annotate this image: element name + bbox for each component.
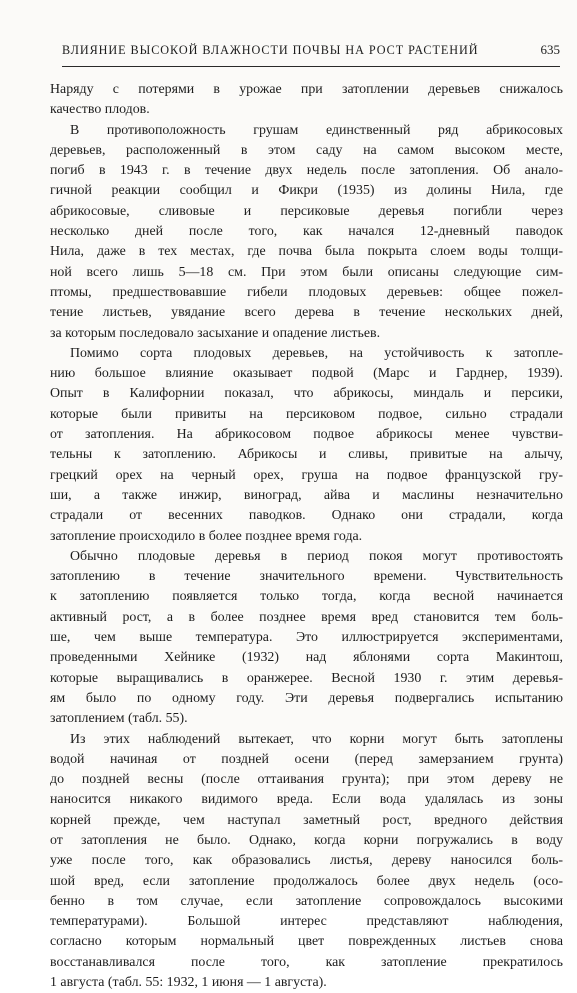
page-number: 635 (541, 42, 561, 58)
text-line: Из этих наблюдений вытекает, что корни могут быть затоплены (50, 730, 563, 750)
text-line: птомы, предшествовавшие гибели плодовых деревьев: общее пожел- (50, 283, 563, 303)
text-line: качество плодов. (50, 100, 563, 120)
text-line: ям было по одному году. Эти деревья подвергались испытанию (50, 689, 563, 709)
text-line: которые выращивались в оранжерее. Весной 1930 г. этим деревья- (50, 669, 563, 689)
paragraph (50, 344, 563, 547)
text-line: несколько дней после того, как начался 12-дневный паводок (50, 222, 563, 242)
text-line: шой вред, если затопление продолжалось более двух недель (осо- (50, 872, 563, 892)
text-line: абрикосовые, сливовые и персиковые деревья погибли через (50, 202, 563, 222)
text-line: ше, чем выше температура. Это иллюстрируется экспериментами, (50, 628, 563, 648)
text-line: Опыт в Калифорнии показал, что абрикосы, миндаль и персики, (50, 384, 563, 404)
text-line: от затопления не было. Однако, когда корни погружались в воду (50, 831, 563, 851)
text-line: деревьев, расположенный в этом саду на самом высоком месте, (50, 141, 563, 161)
text-line: страдали от весенних паводков. Однако они страдали, когда (50, 506, 563, 526)
text-line: восстанавливался после того, как затопление прекратилось (50, 953, 563, 973)
text-line: гичной реакции сообщил и Фикри (1935) из долины Нила, где (50, 181, 563, 201)
paragraph (50, 730, 563, 993)
text-line: В противоположность грушам единственный ряд абрикосовых (50, 121, 563, 141)
text-line: 1 августа (табл. 55: 1932, 1 июня — 1 августа). (50, 973, 563, 993)
text-line: бенно в том случае, если затопление сопровождалось высокими (50, 892, 563, 912)
text-line: которые были привиты на персиковом подвое, сильно страдали (50, 405, 563, 425)
paragraph (50, 80, 563, 121)
text-line: тение листьев, увядание всего дерева в течение нескольких дней, (50, 303, 563, 323)
text-line: ной всего лишь 5—18 см. При этом были описаны следующие сим- (50, 263, 563, 283)
paragraph (50, 547, 563, 730)
text-line: затоплению в течение значительного времени. Чувствительность (50, 567, 563, 587)
text-line: проведенными Хейнике (1932) над яблонями сорта Макинтош, (50, 648, 563, 668)
text-line: Наряду с потерями в урожае при затоплении деревьев снижалось (50, 80, 563, 100)
text-line: нию большое влияние оказывает подвой (Марс и Гарднер, 1939). (50, 364, 563, 384)
running-header (62, 42, 560, 67)
text-line: к затоплению появляется только тогда, когда весной начинается (50, 587, 563, 607)
body-text (50, 80, 563, 993)
text-line: грецкий орех на черный орех, груша на подвое французской гру- (50, 466, 563, 486)
text-line: Нила, даже в тех местах, где почва была покрыта слоем воды толщи- (50, 242, 563, 262)
text-line: корней прежде, чем наступал заметный рост, вредного действия (50, 811, 563, 831)
text-line: Помимо сорта плодовых деревьев, на устойчивость к затопле- (50, 344, 563, 364)
text-line: погиб в 1943 г. в течение двух недель после затопления. Об анало- (50, 161, 563, 181)
text-line: за которым последовало засыхание и опадение листьев. (50, 324, 563, 344)
text-line: активный рост, а в более позднее время вред становится тем боль- (50, 608, 563, 628)
text-line: согласно которым нормальный цвет поврежденных листьев снова (50, 932, 563, 952)
text-line: температурами). Большой интерес представляют наблюдения, (50, 912, 563, 932)
text-line: водой начиная от поздней осени (перед замерзанием грунта) (50, 750, 563, 770)
text-line: Обычно плодовые деревья в период покоя могут противостоять (50, 547, 563, 567)
text-line: затоплением (табл. 55). (50, 709, 563, 729)
text-line: затопление происходило в более позднее время года. (50, 527, 563, 547)
text-line: наносится никакого видимого вреда. Если вода удалялась из зоны (50, 790, 563, 810)
text-line: до поздней весны (после оттаивания грунта); при этом дереву не (50, 770, 563, 790)
text-line: ши, а также инжир, виноград, айва и маслины незначительно (50, 486, 563, 506)
running-title: ВЛИЯНИЕ ВЫСОКОЙ ВЛАЖНОСТИ ПОЧВЫ НА РОСТ РАСТЕНИЙ (62, 43, 479, 58)
text-line: от затопления. На абрикосовом подвое абрикосы менее чувстви- (50, 425, 563, 445)
text-line: уже после того, как образовались листья, дереву наносился боль- (50, 851, 563, 871)
text-line: тельны к затоплению. Абрикосы и сливы, привитые на алычу, (50, 445, 563, 465)
paragraph (50, 121, 563, 344)
